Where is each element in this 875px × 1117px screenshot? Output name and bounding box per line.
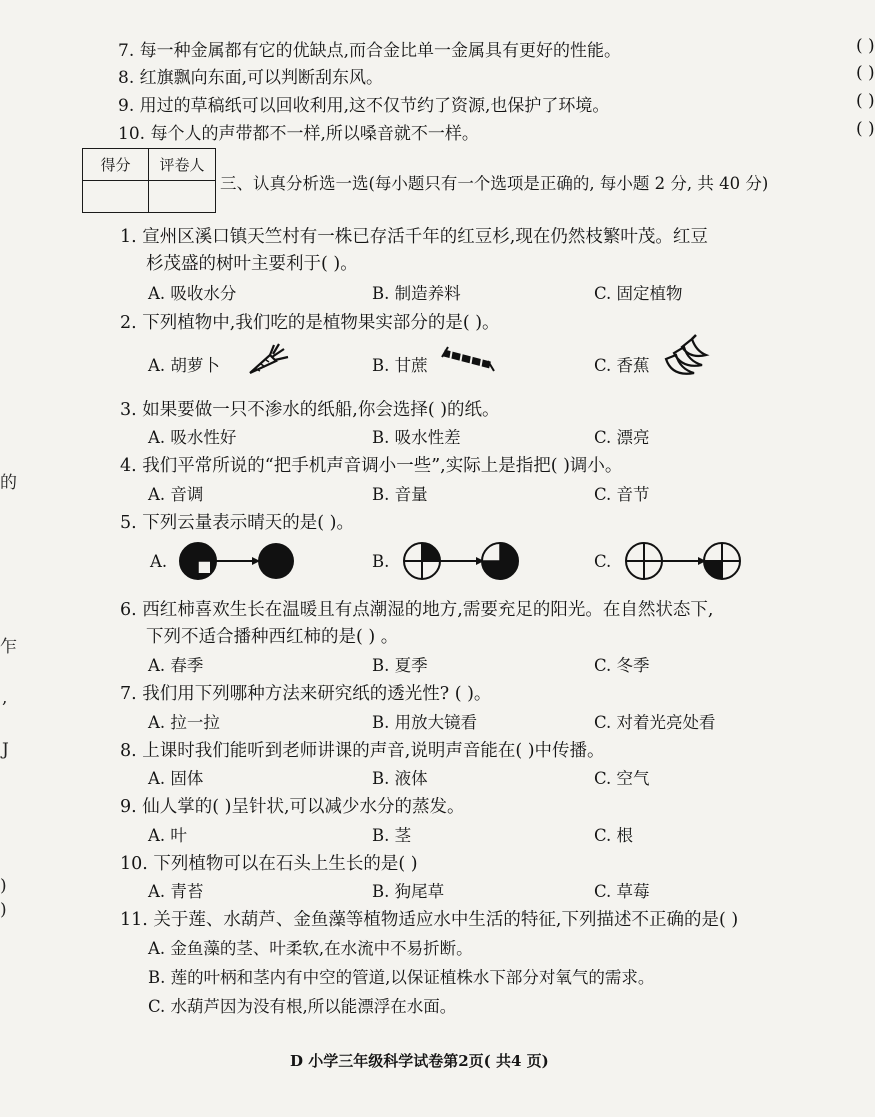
question-1-line2: 杉茂盛的树叶主要利于( )。 [146,254,358,274]
score-table [82,148,216,213]
option-b[interactable]: B. 夏季 [372,656,428,675]
question-5: 5. 下列云量表示晴天的是( )。 [120,513,354,533]
tf-item-text: 7. 每一种金属都有它的优缺点,而合金比单一金属具有更好的性能。 [118,41,622,61]
tf-item-10 [118,119,875,144]
option-a[interactable]: A. 固体 [148,769,204,788]
answer-parens[interactable]: ( ) [856,36,875,56]
option-a[interactable]: A. 音调 [148,485,204,504]
option-b[interactable]: B. 狗尾草 [372,882,445,901]
edge-fragment: 乍 [0,637,17,657]
option-c[interactable]: C. 香蕉 [594,356,650,375]
question-2: 2. 下列植物中,我们吃的是植物果实部分的是( )。 [120,313,500,333]
tf-item-7 [118,36,875,61]
question-7: 7. 我们用下列哪种方法来研究纸的透光性? ( )。 [120,684,492,704]
option-b[interactable]: B. 液体 [372,769,428,788]
option-c[interactable]: C. 根 [594,826,634,845]
cloud-cover-clear-to-partly-icon [624,541,744,581]
option-b[interactable]: B. 莲的叶柄和茎内有中空的管道,以保证植株水下部分对氧气的需求。 [148,968,655,987]
cloud-cover-partly-to-overcast-icon [402,541,522,581]
question-1-line1: 1. 宣州区溪口镇天竺村有一株已存活千年的红豆杉,现在仍然枝繁叶茂。红豆 [120,227,708,247]
banana-icon [660,335,708,381]
option-a[interactable]: A. 吸水性好 [148,428,237,447]
question-9: 9. 仙人掌的( )呈针状,可以减少水分的蒸发。 [120,797,465,817]
option-a[interactable]: A. 吸收水分 [148,284,237,303]
score-label: 得分 [83,149,149,181]
option-b[interactable]: B. 制造养料 [372,284,461,303]
option-a[interactable]: A. 拉一拉 [148,713,220,732]
question-11: 11. 关于莲、水葫芦、金鱼藻等植物适应水中生活的特征,下列描述不正确的是( ) [120,910,739,930]
question-10: 10. 下列植物可以在石头上生长的是( ) [120,854,418,874]
edge-fragment: J [2,740,9,760]
option-b[interactable]: B. 吸水性差 [372,428,461,447]
option-b[interactable]: B. 茎 [372,826,412,845]
score-cell[interactable] [83,181,149,212]
option-a[interactable]: A. 叶 [148,826,187,845]
option-c[interactable]: C. 冬季 [594,656,650,675]
cloud-cover-overcast-to-overcast-icon [178,541,298,581]
option-c[interactable]: C. 音节 [594,485,650,504]
answer-parens[interactable]: ( ) [856,91,875,111]
option-b[interactable]: B. 甘蔗 [372,356,428,375]
option-a[interactable]: A. 青苔 [148,882,204,901]
option-a[interactable]: A. 金鱼藻的茎、叶柔软,在水流中不易折断。 [148,939,473,958]
grader-label: 评卷人 [149,149,215,181]
option-c[interactable]: C. 水葫芦因为没有根,所以能漂浮在水面。 [148,997,457,1016]
sugarcane-icon [440,345,496,373]
edge-fragment: ) [0,876,7,896]
question-6-line2: 下列不适合播种西红柿的是( ) 。 [146,627,399,647]
answer-parens[interactable]: ( ) [856,63,875,83]
option-c[interactable]: C. 对着光亮处看 [594,713,716,732]
tf-item-8 [118,63,875,88]
tf-item-text: 8. 红旗飘向东面,可以判断刮东风。 [118,68,384,88]
grader-cell[interactable] [149,181,215,212]
tf-item-text: 10. 每个人的声带都不一样,所以嗓音就不一样。 [118,124,479,144]
option-b[interactable]: B. 音量 [372,485,428,504]
edge-fragment: 的 [0,473,17,493]
tf-item-text: 9. 用过的草稿纸可以回收利用,这不仅节约了资源,也保护了环境。 [118,96,610,116]
question-3: 3. 如果要做一只不渗水的纸船,你会选择( )的纸。 [120,400,500,420]
question-8: 8. 上课时我们能听到老师讲课的声音,说明声音能在( )中传播。 [120,741,605,761]
option-c[interactable]: C. 漂亮 [594,428,650,447]
tf-item-9 [118,91,875,116]
section-title: 三、认真分析选一选(每小题只有一个选项是正确的, 每小题 2 分, 共 40 分) [220,174,769,193]
question-4: 4. 我们平常所说的“把手机声音调小一些”,实际上是指把( )调小。 [120,456,623,476]
option-a[interactable]: A. 春季 [148,656,204,675]
edge-fragment: , [2,688,8,708]
option-c[interactable]: C. [594,552,612,571]
option-c[interactable]: C. 草莓 [594,882,650,901]
answer-parens[interactable]: ( ) [856,119,875,139]
page-footer: D 小学三年级科学试卷第2页( 共4 页) [290,1052,549,1070]
option-a[interactable]: A. 胡萝卜 [148,356,220,375]
option-b[interactable]: B. [372,552,390,571]
edge-fragment: ) [0,900,7,920]
option-c[interactable]: C. 固定植物 [594,284,683,303]
option-b[interactable]: B. 用放大镜看 [372,713,478,732]
option-a[interactable]: A. [150,552,168,571]
carrot-icon [244,343,292,379]
question-6-line1: 6. 西红柿喜欢生长在温暖且有点潮湿的地方,需要充足的阳光。在自然状态下, [120,600,714,620]
option-c[interactable]: C. 空气 [594,769,650,788]
